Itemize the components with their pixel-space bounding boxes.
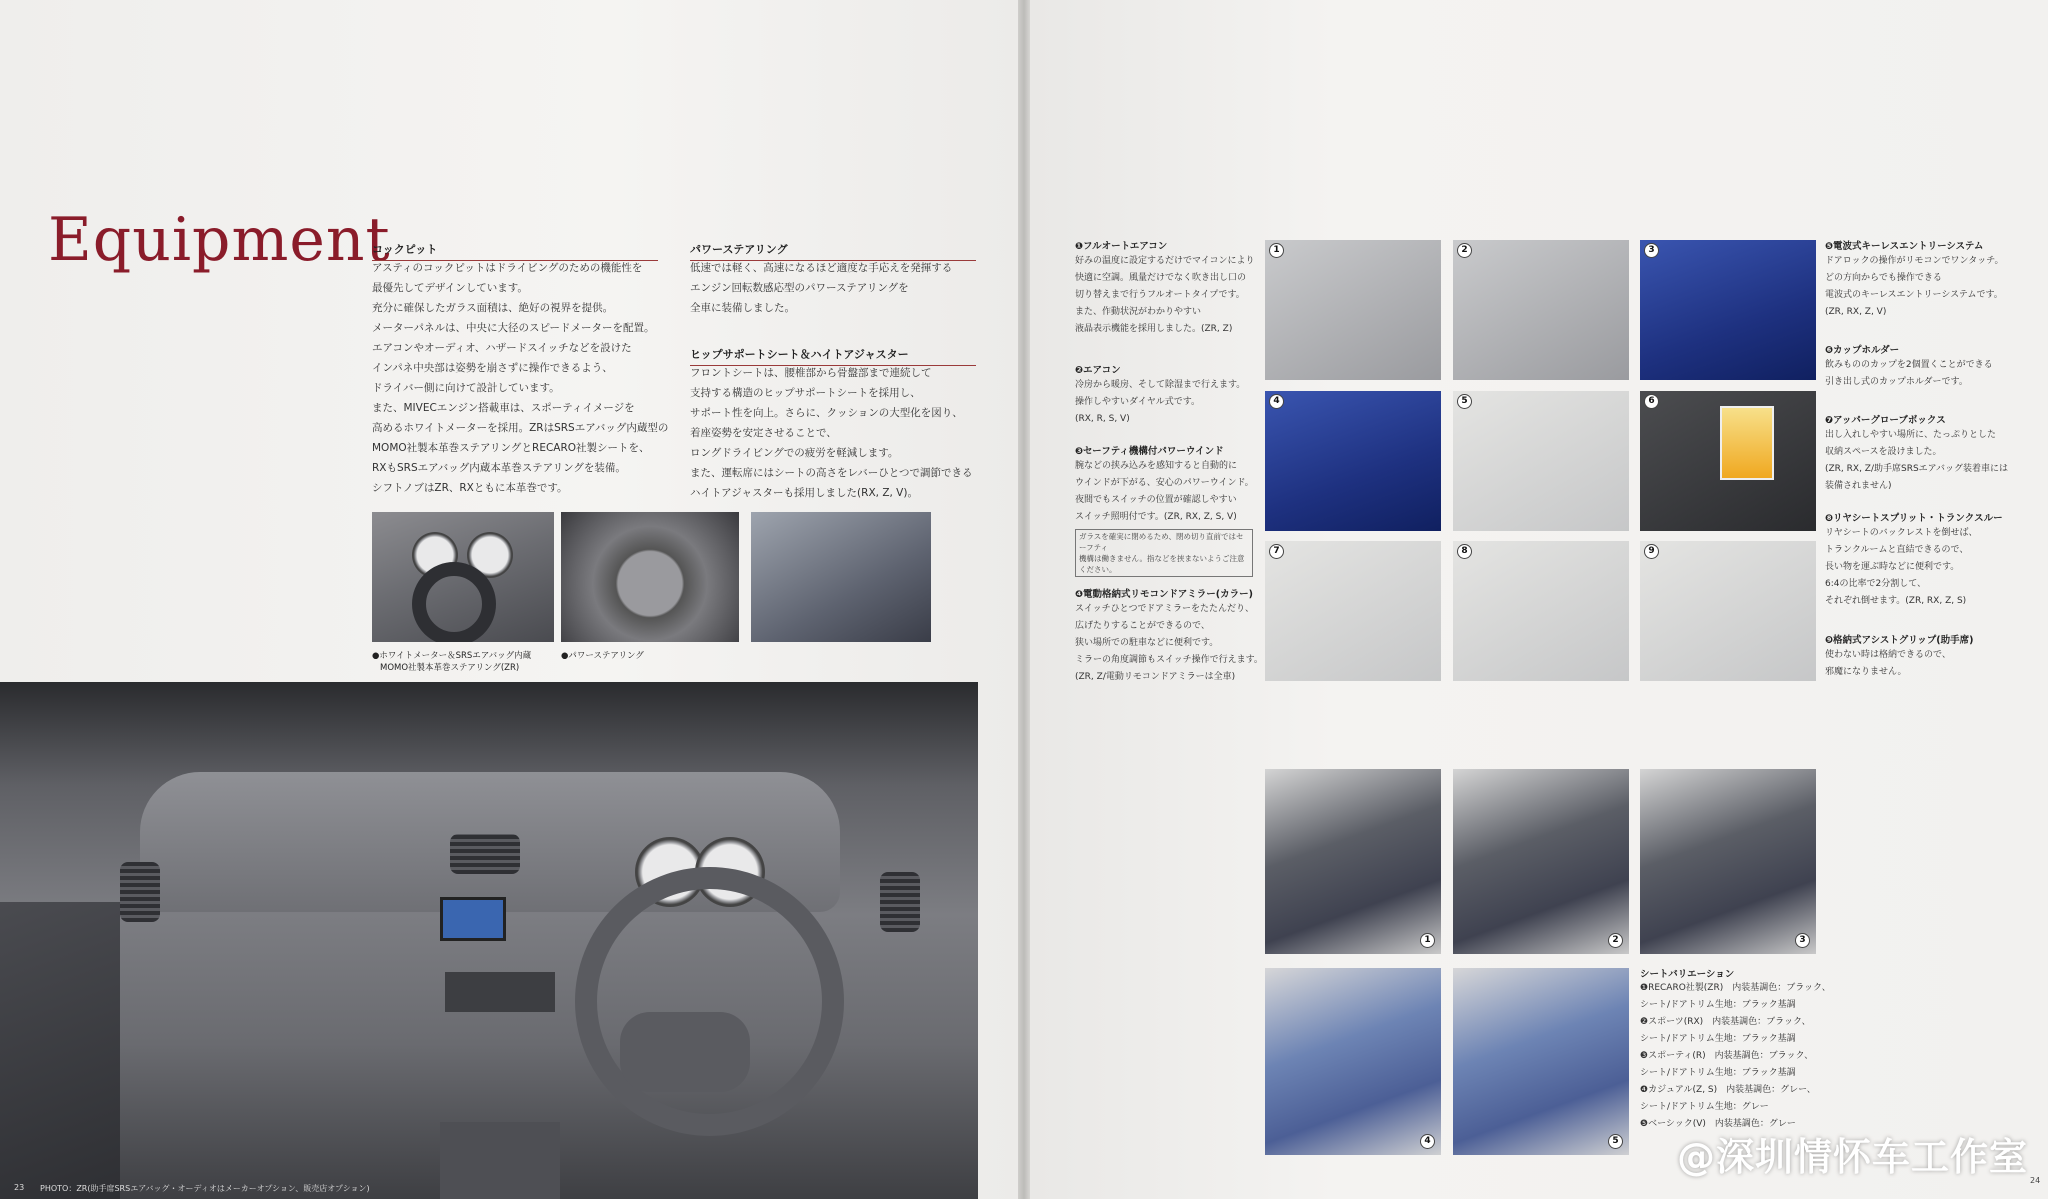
equipment-item-body [1075, 601, 1285, 686]
text-line: シート/ドアトリム生地：ブラック基調 [1640, 1000, 1796, 1010]
equipment-item-body [1825, 357, 2015, 391]
equipment-item-heading: ❸セーフティ機構付パワーウインド [1075, 446, 1224, 457]
cockpit-heading: コックピット [372, 241, 658, 261]
watermark: @深圳情怀车工作室 [1676, 1135, 2028, 1179]
left-page [0, 0, 1018, 1199]
text-line: メーターパネルは、中央に大径のスピードメーターを配置。 [372, 322, 655, 334]
equipment-photo [1265, 541, 1441, 681]
caption-line: ●ホワイトメーター＆SRSエアバッグ内蔵 [372, 651, 532, 661]
photo-number-badge: 6 [1644, 394, 1659, 409]
text-line: エンジン回転数感応型のパワーステアリングを [690, 282, 909, 294]
equipment-item-heading: ❻カップホルダー [1825, 345, 1900, 356]
text-line: どの方向からでも操作できる [1825, 273, 1942, 283]
text-line: ハイトアジャスターも採用しました(RX, Z, V)。 [690, 487, 918, 499]
seat-variation-body [1640, 980, 1840, 1133]
text-line: 冷房から暖房、そして除湿まで行えます。 [1075, 380, 1246, 390]
text-line: インパネ中央部は姿勢を崩さずに操作できるよう、 [372, 362, 613, 374]
equipment-item-heading: ❷エアコン [1075, 365, 1121, 376]
text-line: (ZR, RX, Z/助手席SRSエアバッグ装着車には [1825, 464, 2008, 474]
text-line: 着座姿勢を安定させることで、 [690, 427, 837, 439]
text-line: RXもSRSエアバッグ内蔵本革巻ステアリングを装備。 [372, 462, 626, 474]
equipment-item-body [1075, 458, 1285, 577]
text-line: ❷スポーツ(RX) 内装基調色：ブラック、 [1640, 1017, 1811, 1027]
photo-number-badge: 1 [1269, 243, 1284, 258]
text-line: トランクルームと直結できるので、 [1825, 545, 1969, 555]
text-line: (RX, R, S, V) [1075, 414, 1130, 424]
text-line: 飲みもののカップを2個置くことができる [1825, 360, 1993, 370]
footer-photo-note: PHOTO：ZR(助手席SRSエアバッグ・オーディオはメーカーオプション、販売店オプション) [40, 1184, 370, 1193]
text-line: ウインドが下がる、安心のパワーウインド。 [1075, 478, 1254, 488]
text-line: 快適に空調。風量だけでなく吹き出し口の [1075, 273, 1247, 283]
text-line: ❹カジュアル(Z, S) 内装基調色：グレー、 [1640, 1085, 1816, 1095]
text-line: ロングドライビングでの疲労を軽減します。 [690, 447, 899, 459]
power-steering-body [690, 258, 990, 318]
text-line: 引き出し式のカップホルダーです。 [1825, 377, 1968, 387]
equipment-photo [1640, 391, 1816, 531]
text-line: ミラーの角度調節もスイッチ操作で行えます。 [1075, 655, 1263, 665]
text-line: 長い物を運ぶ時などに便利です。 [1825, 562, 1960, 572]
text-line: 6:4の比率で2分割して、 [1825, 579, 1927, 589]
equipment-item-heading: ❼アッパーグローブボックス [1825, 415, 1946, 426]
power-steering-photo [561, 512, 739, 642]
equipment-item-heading: ❽リヤシートスプリット・トランクスルー [1825, 513, 2003, 524]
text-line: 高めるホワイトメーターを採用。ZRはSRSエアバッグ内蔵型の [372, 422, 669, 434]
seat-number-badge: 5 [1608, 1134, 1623, 1149]
text-line: ドライバー側に向けて設計しています。 [372, 382, 560, 394]
caption-power-steering: ●パワーステアリング [561, 651, 644, 661]
text-line: 腕などの挟み込みを感知すると自動的に [1075, 461, 1238, 471]
seat-photo [1640, 769, 1816, 954]
text-line: (ZR, Z/電動リモコンドアミラーは全車) [1075, 672, 1236, 682]
text-line: ❺ベーシック(V) 内装基調色：グレー [1640, 1119, 1796, 1129]
seat-number-badge: 4 [1420, 1134, 1435, 1149]
equipment-item-heading: ❶フルオートエアコン [1075, 241, 1168, 252]
photo-number-badge: 5 [1457, 394, 1472, 409]
text-line: 電波式のキーレスエントリーシステムです。 [1825, 290, 2003, 300]
equipment-item-heading: ❾格納式アシストグリップ(助手席) [1825, 635, 1974, 646]
text-line: シート/ドアトリム生地：ブラック基調 [1640, 1068, 1796, 1078]
photo-number-badge: 4 [1269, 394, 1284, 409]
text-line: リヤシートのバックレストを倒せば、 [1825, 528, 1978, 538]
equipment-item-body [1075, 377, 1285, 428]
book-gutter [1018, 0, 1030, 1199]
equipment-item-heading: ❺電波式キーレスエントリーシステム [1825, 241, 1984, 252]
photo-number-badge: 3 [1644, 243, 1659, 258]
footer-page-number: 24 [2030, 1176, 2041, 1185]
text-line: 切り替えまで行うフルオートタイプです。 [1075, 290, 1245, 300]
seat-number-badge: 3 [1795, 933, 1810, 948]
equipment-photo [1453, 391, 1629, 531]
text-line: 操作しやすいダイヤル式です。 [1075, 397, 1201, 407]
text-line: 支持する構造のヒップサポートシートを採用し、 [690, 387, 921, 399]
equipment-item-body [1825, 427, 2015, 495]
hip-support-body [690, 363, 1000, 503]
text-line: 液晶表示機能を採用しました。(ZR, Z) [1075, 324, 1233, 334]
text-line: ドアロックの操作がリモコンでワンタッチ。 [1825, 256, 2004, 266]
note-line: ガラスを確実に閉めるため、閉め切り直前ではセーフティ [1079, 532, 1244, 552]
text-line: 夜間でもスイッチの位置が確認しやすい [1075, 495, 1237, 505]
equipment-item-body [1075, 253, 1285, 338]
text-line: 装備されません) [1825, 481, 1892, 491]
text-line: また、運転席にはシートの高さをレバーひとつで調節できる [690, 467, 973, 479]
white-meter-photo [372, 512, 554, 642]
seat-variation-heading: シートバリエーション [1640, 969, 1735, 980]
text-line: サポート性を向上。さらに、クッションの大型化を図り、 [690, 407, 963, 419]
photo-number-badge: 8 [1457, 544, 1472, 559]
equipment-photo [1265, 240, 1441, 380]
text-line: 使わない時は格納できるので、 [1825, 650, 1951, 660]
text-line: それぞれ倒せます。(ZR, RX, Z, S) [1825, 596, 1967, 606]
seat-photo [1453, 968, 1629, 1155]
hip-support-heading: ヒップサポートシート＆ハイトアジャスター [690, 346, 976, 366]
seat-number-badge: 1 [1420, 933, 1435, 948]
photo-number-badge: 2 [1457, 243, 1472, 258]
photo-number-badge: 7 [1269, 544, 1284, 559]
seat-photo [1265, 769, 1441, 954]
text-line: 狭い場所での駐車などに便利です。 [1075, 638, 1219, 648]
height-adjuster-photo [751, 512, 931, 642]
text-line: アスティのコックピットはドライビングのための機能性を [372, 262, 643, 274]
text-line: スイッチひとつでドアミラーをたたんだり、 [1075, 604, 1255, 614]
interior-main-photo [0, 682, 978, 1199]
page-title: Equipment [48, 205, 391, 275]
equipment-item-body [1825, 253, 2015, 321]
text-line: 低速では軽く、高速になるほど適度な手応えを発揮する [690, 262, 953, 274]
cockpit-body [372, 258, 672, 498]
equipment-photo [1453, 541, 1629, 681]
text-line: ❸スポーティ(R) 内装基調色：ブラック、 [1640, 1051, 1814, 1061]
text-line: (ZR, RX, Z, V) [1825, 307, 1887, 317]
text-line: シート/ドアトリム生地：ブラック基調 [1640, 1034, 1796, 1044]
text-line: MOMO社製本革巻ステアリングとRECARO社製シートを、 [372, 442, 650, 454]
text-line: フロントシートは、腰椎部から骨盤部まで連続して [690, 367, 932, 379]
equipment-item-body [1825, 525, 2015, 610]
equipment-photo [1640, 240, 1816, 380]
equipment-item-body [1825, 647, 2015, 681]
text-line: シート/ドアトリム生地：グレー [1640, 1102, 1769, 1112]
right-page [1030, 0, 2048, 1199]
text-line: ❶RECARO社製(ZR) 内装基調色：ブラック、 [1640, 983, 1831, 993]
text-line: シフトノブはZR、RXともに本革巻です。 [372, 482, 568, 494]
text-line: 邪魔になりません。 [1825, 667, 1907, 677]
text-line: 出し入れしやすい場所に、たっぷりとした [1825, 430, 1997, 440]
footer-page-number: 23 [14, 1183, 25, 1192]
caption-line: MOMO社製本革巻ステアリング(ZR) [380, 663, 520, 673]
text-line: 充分に確保したガラス面積は、絶好の視界を提供。 [372, 302, 614, 314]
safety-note [1075, 529, 1253, 577]
text-line: 収納スペースを設けました。 [1825, 447, 1942, 457]
text-line: また、作動状況がわかりやすい [1075, 307, 1202, 317]
text-line: スイッチ照明付です。(ZR, RX, Z, S, V) [1075, 512, 1237, 522]
seat-photo [1453, 769, 1629, 954]
equipment-photo [1265, 391, 1441, 531]
text-line: エアコンやオーディオ、ハザードスイッチなどを設けた [372, 342, 632, 354]
text-line: 最優先してデザインしています。 [372, 282, 528, 294]
power-steering-heading: パワーステアリング [690, 241, 976, 261]
text-line: 広げたりすることができるので、 [1075, 621, 1210, 631]
seat-photo [1265, 968, 1441, 1155]
seat-number-badge: 2 [1608, 933, 1623, 948]
text-line: また、MIVECエンジン搭載車は、スポーティイメージを [372, 402, 635, 414]
equipment-item-heading: ❹電動格納式リモコンドアミラー(カラー) [1075, 589, 1253, 600]
photo-number-badge: 9 [1644, 544, 1659, 559]
text-line: 全車に装備しました。 [690, 302, 795, 314]
text-line: 好みの温度に設定するだけでマイコンにより [1075, 256, 1255, 266]
equipment-photo [1453, 240, 1629, 380]
equipment-photo [1640, 541, 1816, 681]
caption-white-meter [372, 650, 562, 674]
note-line: 機構は働きません。指などを挟まないようご注意ください。 [1079, 554, 1245, 574]
